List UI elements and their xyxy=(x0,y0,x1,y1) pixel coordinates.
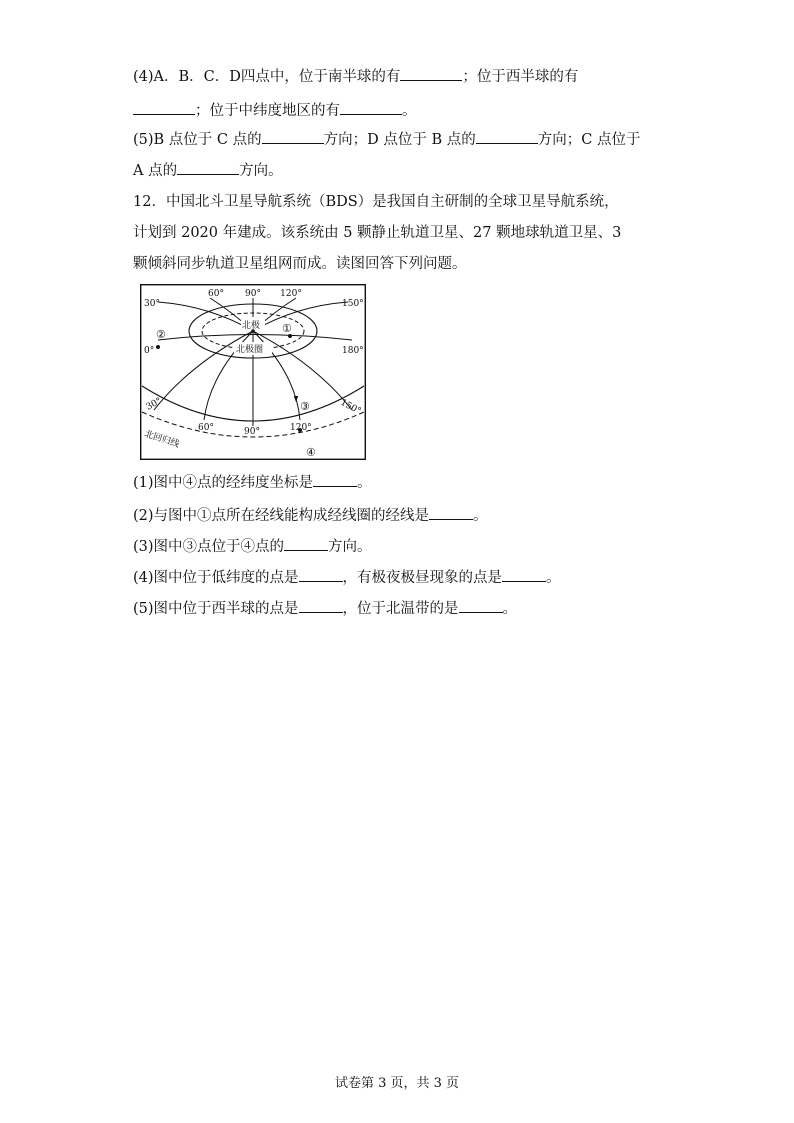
bottom-label-30: 30° xyxy=(144,396,164,413)
left-top-label: 30° xyxy=(144,299,160,309)
tropic-of-cancer-label: 北回归线 xyxy=(143,429,181,450)
right-mid-label: 180° xyxy=(342,346,364,356)
point-3-label: ③ xyxy=(300,400,310,413)
answer-blank[interactable] xyxy=(299,598,343,613)
answer-blank[interactable] xyxy=(502,567,546,582)
answer-blank[interactable] xyxy=(459,598,503,613)
point-2-marker xyxy=(156,345,160,349)
q12-intro-line1: 12．中国北斗卫星导航系统（BDS）是我国自主研制的全球卫星导航系统， xyxy=(133,194,619,210)
q12-sub4: (4)图中位于低纬度的点是 ，有极夜极昼现象的点是 。 xyxy=(133,567,561,588)
answer-blank[interactable] xyxy=(476,129,538,144)
answer-blank[interactable] xyxy=(340,100,402,115)
right-top-label: 150° xyxy=(342,299,364,309)
page-footer: 试卷第 3 页，共 3 页 xyxy=(334,1076,460,1091)
q12-intro-line2: 计划到 2020 年建成。该系统由 5 颗静止轨道卫星、27 颗地球轨道卫星、3 xyxy=(133,225,622,241)
q12-sub3: (3)图中③点位于④点的 方向。 xyxy=(133,536,372,557)
q11-part4-line2: ；位于中纬度地区的有 。 xyxy=(133,100,417,121)
q11-part4-line1: (4)A．B．C．D四点中，位于南半球的有 ；位于西半球的有 xyxy=(133,66,578,87)
q11-part5-line2: A 点的 方向。 xyxy=(133,160,283,181)
answer-blank[interactable] xyxy=(133,100,195,115)
bottom-label-90: 90° xyxy=(244,427,260,437)
left-mid-label: 0° xyxy=(144,346,155,356)
point-2-label: ② xyxy=(156,328,166,341)
answer-blank[interactable] xyxy=(400,66,462,81)
bottom-label-150: 150° xyxy=(338,397,363,417)
q12-sub5: (5)图中位于西半球的点是 ，位于北温带的是 。 xyxy=(133,598,517,619)
top-label-90: 90° xyxy=(245,289,261,299)
answer-blank[interactable] xyxy=(299,567,343,582)
arctic-circle-label: 北极圈 xyxy=(236,345,264,355)
north-pole-label: 北极 xyxy=(242,321,261,331)
answer-blank[interactable] xyxy=(429,505,473,520)
bottom-label-60: 60° xyxy=(198,423,214,433)
top-label-120: 120° xyxy=(280,289,302,299)
point-4-label: ④ xyxy=(306,446,316,459)
q12-sub2: (2)与图中①点所在经线能构成经线圈的经线是 。 xyxy=(133,505,488,526)
answer-blank[interactable] xyxy=(177,160,239,175)
point-1-label: ① xyxy=(282,322,292,335)
q11-part5-line1: (5)B 点位于 C 点的 方向；D 点位于 B 点的 方向；C 点位于 xyxy=(133,129,640,150)
bottom-label-120: 120° xyxy=(290,423,312,433)
polar-projection-figure xyxy=(140,284,366,460)
q12-sub1: (1)图中④点的经纬度坐标是 。 xyxy=(133,472,372,493)
q12-intro-line3: 颗倾斜同步轨道卫星组网而成。读图回答下列问题。 xyxy=(133,256,467,272)
answer-blank[interactable] xyxy=(313,472,357,487)
answer-blank[interactable] xyxy=(284,536,328,551)
answer-blank[interactable] xyxy=(262,129,324,144)
top-label-60: 60° xyxy=(208,289,224,299)
